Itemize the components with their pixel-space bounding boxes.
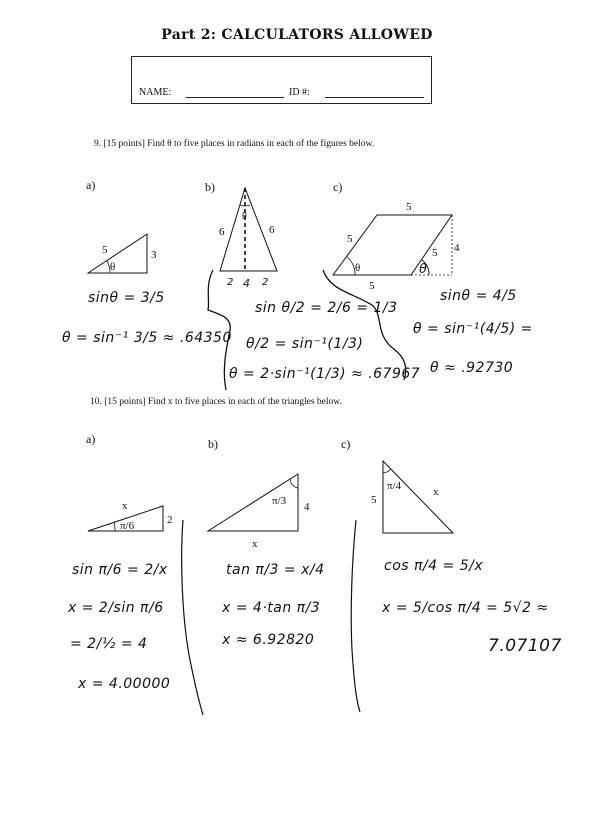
q9b-work-3: θ = 2·sin⁻¹(1/3) ≈ .67967	[229, 366, 421, 382]
q9b-label: b)	[205, 180, 215, 194]
q10b-label: b)	[208, 437, 218, 451]
q9b-base-mid: 4	[243, 277, 250, 290]
q9c-work-2: θ = sin⁻¹(4/5) =	[413, 321, 533, 337]
q9c-work-3: θ ≈ .92730	[430, 360, 514, 376]
q10c-adj-label: 5	[371, 494, 377, 506]
q10b-base-label: x	[252, 538, 258, 550]
q10a-triangle	[80, 495, 190, 540]
q10c-work-1: cos π/4 = 5/x	[384, 558, 484, 574]
q10c-label: c)	[341, 437, 351, 451]
q10a-work-4: x = 4.00000	[78, 676, 171, 692]
q9a-angle-label: θ	[110, 261, 116, 273]
q9b-work-2: θ/2 = sin⁻¹(1/3)	[246, 336, 364, 352]
q10b-work-2: x = 4·tan π/3	[222, 600, 321, 616]
q9-prompt: 9. [15 points] Find θ to five places in radians in each of the figures below.	[94, 139, 375, 149]
q9b-left-label: 6	[219, 226, 225, 238]
q10c-angle-label: π/4	[387, 480, 402, 492]
q9c-bottom-label: 5	[369, 280, 375, 292]
q10b-work-1: tan π/3 = x/4	[226, 562, 325, 578]
q10c-work-3: 7.07107	[488, 636, 562, 656]
q10b-angle-label: π/3	[272, 495, 287, 507]
q9c-inner-label: 5	[432, 247, 438, 259]
q10a-work-1: sin π/6 = 2/x	[72, 562, 168, 578]
q9b-work-1: sin θ/2 = 2/6 = 1/3	[255, 300, 398, 316]
q9b-base-right: 2	[262, 277, 269, 288]
q10b-work-3: x ≈ 6.92820	[222, 632, 315, 648]
id-label: ID #:	[289, 87, 310, 98]
q10b-opp-label: 4	[304, 501, 310, 513]
q10b-triangle	[200, 468, 320, 553]
page-title: Part 2: CALCULATORS ALLOWED	[161, 27, 433, 43]
q9a-opp-label: 3	[151, 249, 157, 261]
q9c-angle-left: θ	[355, 262, 361, 274]
q9c-height-label: 4	[454, 242, 460, 254]
q10c-hyp-label: x	[433, 486, 439, 498]
q10c-work-2: x = 5/cos π/4 = 5√2 ≈	[382, 600, 549, 616]
q9b-angle-label: θ	[242, 211, 247, 222]
q10a-work-3: = 2/½ = 4	[70, 636, 148, 652]
q10c-triangle	[365, 455, 465, 540]
q9a-hyp-label: 5	[102, 244, 108, 256]
q10a-angle-label: π/6	[120, 520, 135, 532]
q9a-work-1: sinθ = 3/5	[88, 290, 165, 306]
q9a-label: a)	[86, 178, 96, 192]
q10a-opp-label: 2	[167, 514, 173, 526]
q9c-angle-right: θ	[419, 262, 427, 277]
name-label: NAME:	[139, 87, 172, 98]
q10a-label: a)	[86, 432, 96, 446]
q9c-top-label: 5	[406, 201, 412, 213]
q9c-left-label: 5	[347, 233, 353, 245]
q9a-work-2: θ = sin⁻¹ 3/5 ≈ .64350	[62, 330, 232, 346]
q10-prompt: 10. [15 points] Find x to five places in each of the triangles below.	[90, 397, 342, 407]
q9c-label: c)	[333, 180, 343, 194]
q9c-work-1: sinθ = 4/5	[440, 288, 517, 304]
q9b-right-label: 6	[269, 224, 275, 236]
q10a-work-2: x = 2/sin π/6	[68, 600, 164, 616]
q10a-hyp-label: x	[122, 500, 128, 512]
q9b-base-left: 2	[227, 277, 234, 288]
